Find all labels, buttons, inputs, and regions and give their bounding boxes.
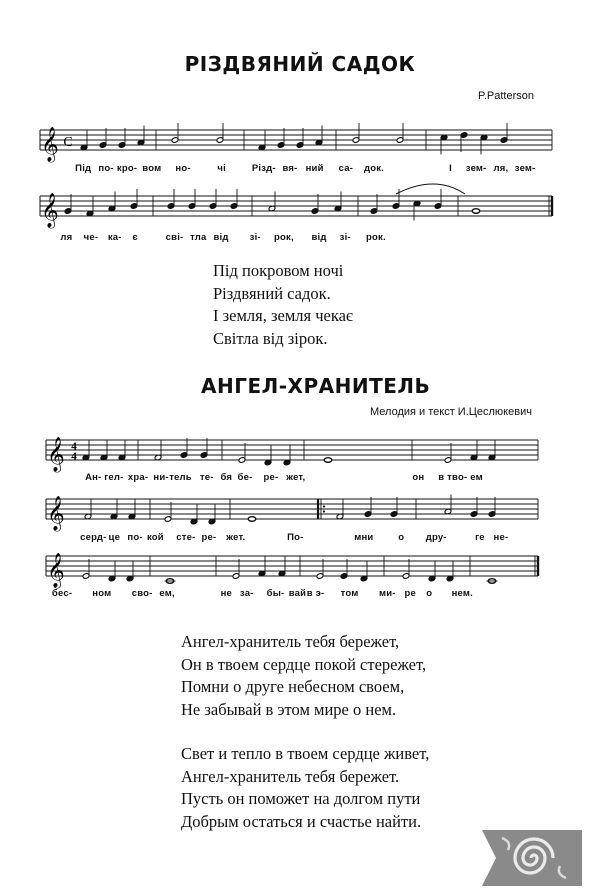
lyric-syllable: ге bbox=[475, 532, 485, 543]
lyric-syllable: Ан- bbox=[85, 472, 102, 483]
song2-lyrics-line-3 bbox=[0, 588, 600, 602]
lyric-syllable: нем. bbox=[451, 588, 473, 599]
song2-lyrics-line-2 bbox=[0, 532, 600, 546]
whole-note bbox=[472, 209, 480, 214]
lyric-syllable: ни- bbox=[153, 472, 169, 483]
lyric-syllable: зем- bbox=[514, 163, 536, 174]
lyric-syllable: по- bbox=[98, 163, 114, 174]
lyric-syllable: мни bbox=[354, 532, 374, 543]
lyric-syllable: не- bbox=[493, 532, 509, 543]
lyric-syllable: ем bbox=[470, 472, 483, 483]
lyric-syllable: том bbox=[340, 588, 359, 599]
lyric-syllable: Різд- bbox=[251, 163, 276, 174]
lyric-syllable: по- bbox=[127, 532, 143, 543]
lyric-syllable: від bbox=[311, 232, 327, 243]
lyric-syllable: хра- bbox=[127, 472, 149, 483]
lyric-syllable: рок, bbox=[274, 232, 294, 243]
lyric-syllable: вай bbox=[288, 588, 307, 599]
lyric-syllable: са- bbox=[338, 163, 354, 174]
lyric-syllable: По- bbox=[287, 532, 304, 543]
lyric-syllable: ном bbox=[92, 588, 112, 599]
lyric-syllable: в э- bbox=[306, 588, 325, 599]
verse-line: Ангел-хранитель тебя бережет, bbox=[181, 632, 400, 651]
lyric-syllable: є bbox=[132, 232, 138, 243]
lyric-syllable: вом bbox=[142, 163, 162, 174]
lyric-syllable: від bbox=[213, 232, 229, 243]
verse-line: Пусть он поможет на долгом пути bbox=[181, 789, 421, 808]
treble-clef-icon: 𝄞 bbox=[47, 437, 65, 472]
song1-lyrics-line-2 bbox=[0, 232, 600, 246]
lyric-syllable: рок. bbox=[366, 232, 386, 243]
treble-clef-icon: 𝄞 bbox=[41, 193, 59, 228]
song2-verse-2 bbox=[181, 743, 429, 833]
lyric-syllable: бе- bbox=[237, 472, 253, 483]
song1-lyrics-line-1 bbox=[0, 163, 600, 177]
lyric-syllable: о bbox=[426, 588, 433, 599]
lyric-syllable: кро- bbox=[116, 163, 138, 174]
lyric-syllable: жет. bbox=[226, 532, 246, 543]
lyric-syllable: он bbox=[412, 472, 425, 483]
song1-staff-1 bbox=[40, 122, 560, 162]
lyric-syllable: зі- bbox=[249, 232, 261, 243]
lyric-syllable: бя bbox=[220, 472, 233, 483]
lyric-syllable: кой bbox=[146, 532, 164, 543]
lyric-syllable: жет, bbox=[286, 472, 306, 483]
song2-staff-1 bbox=[46, 432, 546, 472]
lyric-syllable: гел- bbox=[104, 472, 124, 483]
lyric-syllable: за- bbox=[239, 588, 254, 599]
verse-line: Ангел-хранитель тебя бережет. bbox=[181, 766, 400, 786]
repeat-dot bbox=[323, 510, 325, 512]
song2-title: АНГЕЛ-ХРАНИТЕЛЬ bbox=[201, 374, 431, 398]
lyric-syllable: в тво- bbox=[438, 472, 468, 483]
lyric-syllable: зі- bbox=[339, 232, 351, 243]
lyric-syllable: сте- bbox=[176, 532, 196, 543]
lyric-syllable: це bbox=[108, 532, 121, 543]
verse-line: Он в твоем сердце покой стережет, bbox=[181, 654, 427, 674]
lyric-syllable: тель bbox=[169, 472, 192, 483]
song2-lyrics-line-1 bbox=[0, 472, 600, 486]
verse-line: Добрым остаться и счастье найти. bbox=[181, 811, 422, 831]
lyric-syllable: не bbox=[220, 588, 232, 599]
song2-composer: Мелодия и текст И.Цеслюкевич bbox=[370, 406, 532, 418]
song2-staff-3 bbox=[46, 548, 546, 588]
lyric-syllable: дру- bbox=[425, 532, 447, 543]
lyric-syllable: ем, bbox=[159, 588, 175, 599]
lyric-syllable: ми- bbox=[379, 588, 396, 599]
lyric-syllable: ре- bbox=[263, 472, 279, 483]
song2-staff-2 bbox=[46, 491, 546, 531]
lyric-syllable: тла bbox=[190, 232, 207, 243]
whole-note bbox=[324, 458, 332, 463]
time-signature-top: 4 bbox=[71, 440, 77, 453]
common-time-icon: C bbox=[63, 135, 73, 150]
lyric-syllable: ний bbox=[305, 163, 324, 174]
verse-line: Помни о друге небесном своем, bbox=[181, 677, 405, 696]
treble-clef-icon: 𝄞 bbox=[47, 496, 65, 531]
treble-clef-icon: 𝄞 bbox=[41, 127, 59, 162]
time-signature-bottom: 4 bbox=[71, 450, 77, 463]
song1-staff-2 bbox=[40, 188, 560, 228]
lyric-syllable: І bbox=[449, 163, 452, 174]
lyric-syllable: док. bbox=[363, 163, 385, 174]
lyric-syllable: сві- bbox=[165, 232, 184, 243]
lyric-syllable: бы- bbox=[266, 588, 285, 599]
lyric-syllable: бес- bbox=[51, 588, 73, 599]
verse-line: Під покровом ночі bbox=[213, 261, 344, 280]
lyric-syllable: серд- bbox=[80, 532, 107, 543]
repeat-dot bbox=[323, 505, 325, 507]
slur bbox=[396, 184, 465, 194]
verse-line: Різдвяний садок. bbox=[213, 283, 331, 303]
lyric-syllable: ка- bbox=[107, 232, 122, 243]
song1-title: РІЗДВЯНИЙ САДОК bbox=[184, 52, 416, 76]
verse-line: Свет и тепло в твоем сердце живет, bbox=[181, 744, 430, 763]
song1-verse bbox=[213, 260, 353, 350]
lyric-syllable: те- bbox=[199, 472, 214, 483]
lyric-syllable: Під bbox=[75, 163, 92, 174]
verse-line: І земля, земля чекає bbox=[213, 306, 354, 325]
lyric-syllable: ре- bbox=[201, 532, 217, 543]
lyric-syllable: о bbox=[398, 532, 405, 543]
lyric-syllable: вя- bbox=[282, 163, 298, 174]
verse-line: Світла від зірок. bbox=[213, 328, 328, 348]
lyric-syllable: сво- bbox=[131, 588, 153, 599]
lyric-syllable: но- bbox=[175, 163, 191, 174]
lyric-syllable: ля bbox=[60, 232, 73, 243]
treble-clef-icon: 𝄞 bbox=[47, 553, 65, 588]
song1-composer: P.Patterson bbox=[477, 90, 534, 102]
whole-note bbox=[248, 517, 256, 522]
spiral-ornament-icon bbox=[482, 830, 582, 886]
lyric-syllable: ре bbox=[404, 588, 417, 599]
lyric-syllable: ля, bbox=[493, 163, 509, 174]
lyric-syllable: че- bbox=[83, 232, 99, 243]
lyric-syllable: чі bbox=[217, 163, 226, 174]
song2-verse-1 bbox=[181, 631, 426, 721]
verse-line: Не забывай в этом мире о нем. bbox=[181, 699, 397, 719]
lyric-syllable: зем- bbox=[465, 163, 487, 174]
